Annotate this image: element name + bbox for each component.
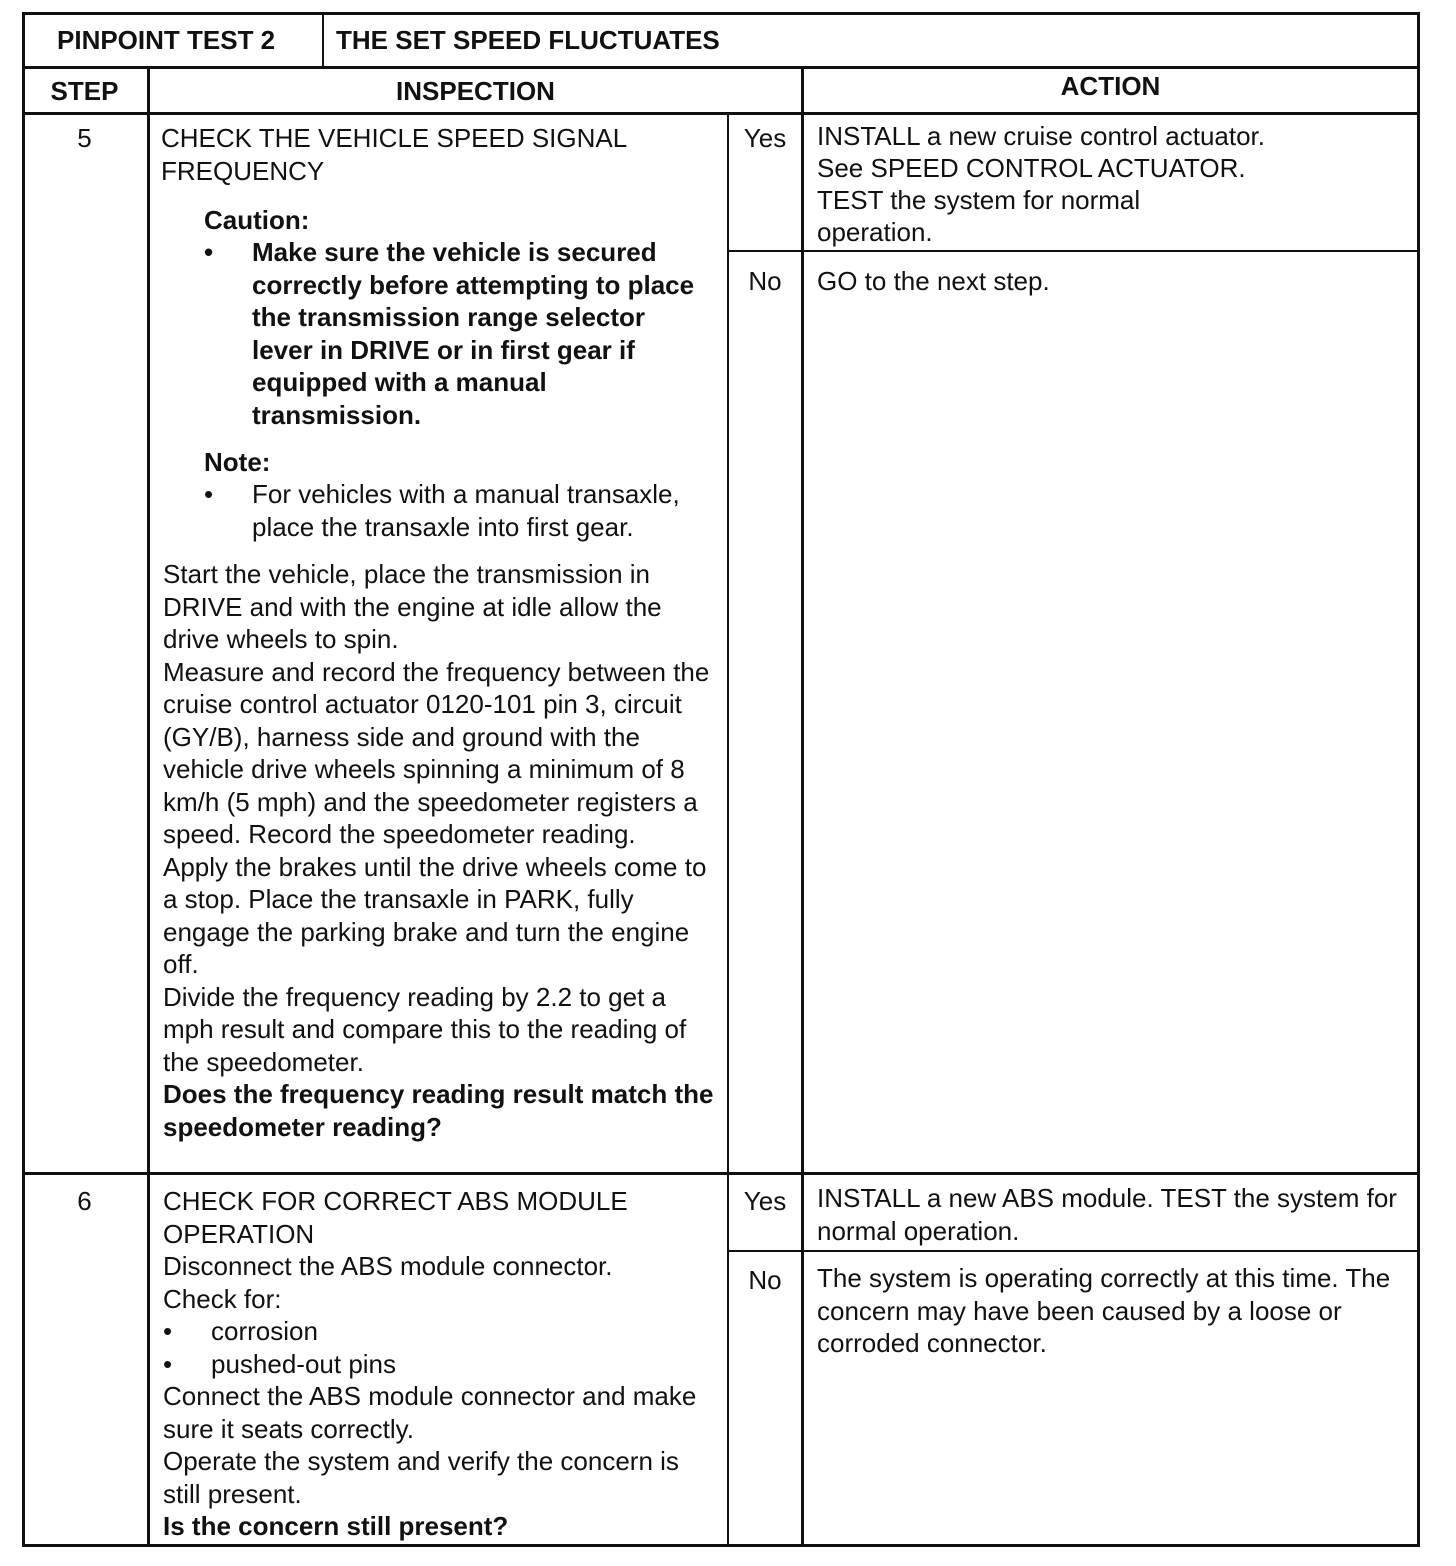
step-question: Does the frequency reading result match the speedometer reading? — [163, 1079, 714, 1142]
step-number: 6 — [77, 1186, 92, 1216]
step-5-instructions — [163, 558, 719, 1143]
note-label: Note: — [204, 447, 271, 477]
action-line: INSTALL a new cruise control actuator. — [817, 121, 1265, 151]
instruction-paragraph: Start the vehicle, place the transmission in DRIVE and with the engine at idle allow the drive wheels to spin. — [163, 559, 662, 654]
step-6-instructions — [163, 1185, 719, 1543]
note-item: • For vehicles with a manual transaxle, place the transaxle into first gear. — [204, 478, 716, 543]
check-item: • corrosion — [163, 1315, 719, 1348]
instruction-paragraph: Operate the system and verify the concern is still present. — [163, 1446, 679, 1509]
action-line: See SPEED CONTROL ACTUATOR. — [817, 153, 1246, 183]
step-heading: CHECK THE VEHICLE SPEED SIGNAL FREQUENCY — [161, 123, 627, 186]
answer-yes-label: Yes — [743, 123, 787, 153]
caution-list — [204, 236, 704, 431]
no-action: GO to the next step. — [817, 266, 1050, 296]
note-list — [204, 478, 716, 543]
column-header-step: STEP — [50, 76, 119, 106]
answer-yes-label: Yes — [743, 1186, 787, 1216]
column-header-inspection: INSPECTION — [396, 76, 555, 106]
answer-no-label: No — [748, 1265, 782, 1295]
instruction-line: Check for: — [163, 1283, 282, 1314]
instruction-paragraph: Apply the brakes until the drive wheels come to a stop. Place the transaxle in PARK, fully engage the parking brake and turn the engine off. — [163, 851, 707, 979]
caution-item: • Make sure the vehicle is secured correctly before attempting to place the transmission range selector lever in DRIVE or in first gear if equipped with a manual transmission. — [204, 236, 704, 431]
instruction-paragraph: Connect the ABS module connector and make sure it seats correctly. — [163, 1381, 697, 1444]
step-number: 5 — [77, 123, 92, 153]
yes-action — [817, 120, 1377, 248]
caution-label: Caution: — [204, 205, 310, 235]
no-action: The system is operating correctly at this time. The concern may have been caused by a loose or corroded connector. — [817, 1263, 1391, 1358]
check-list — [163, 1315, 719, 1380]
yes-action: INSTALL a new ABS module. TEST the system for normal operation. — [817, 1183, 1397, 1246]
action-line: TEST the system for normal operation. — [817, 185, 1141, 247]
instruction-line: Disconnect the ABS module connector. — [163, 1251, 613, 1281]
instruction-paragraph: Measure and record the frequency between the cruise control actuator 0120-101 pin 3, circuit (GY/B), harness side and ground with the vehicle drive wheels spinning a minimum of 8 km/h (5 mph) and the speedometer registers a speed. Record the speedometer reading. — [163, 656, 710, 849]
check-item: • pushed-out pins — [163, 1348, 719, 1381]
pinpoint-test-title: THE SET SPEED FLUCTUATES — [336, 25, 720, 55]
instruction-paragraph: Divide the frequency reading by 2.2 to get a mph result and compare this to the reading of the speedometer. — [163, 981, 687, 1077]
step-heading: CHECK FOR CORRECT ABS MODULE OPERATION — [163, 1186, 628, 1249]
pinpoint-test-label: PINPOINT TEST 2 — [57, 25, 276, 55]
column-header-action: ACTION — [1060, 71, 1161, 101]
step-question: Is the concern still present? — [163, 1511, 509, 1541]
answer-no-label: No — [748, 266, 782, 296]
